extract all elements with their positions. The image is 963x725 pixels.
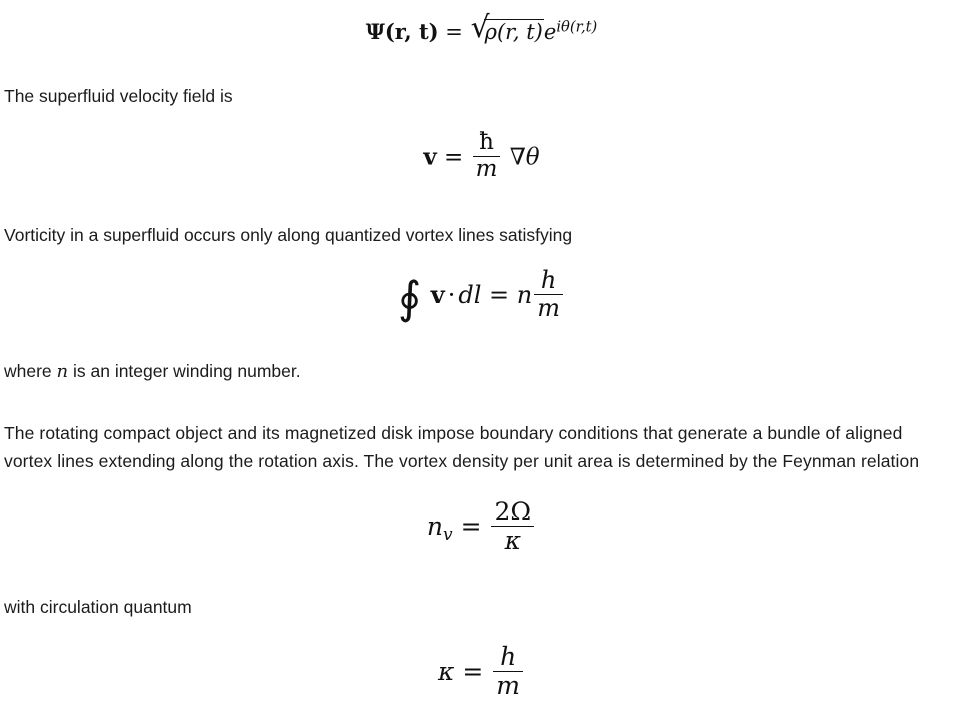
equation-feynman-equals: = xyxy=(460,511,482,541)
paragraph-superfluid-velocity-intro: The superfluid velocity field is xyxy=(4,85,233,106)
equation-circulation-quantum-equals: = xyxy=(462,656,484,686)
equation-feynman-denominator: κ xyxy=(491,526,534,555)
equation-feynman-numerator: 2Ω xyxy=(494,496,532,526)
paragraph-winding-number-pre: where xyxy=(4,360,57,381)
paragraph-vorticity: Vorticity in a superfluid occurs only along quantized vortex lines satisfying xyxy=(4,224,573,245)
equation-circulation-quantum-fraction xyxy=(493,643,523,700)
paragraph-winding-number xyxy=(0,357,963,386)
equation-circulation-numerator: h xyxy=(540,266,557,295)
equation-velocity-v: v xyxy=(423,143,437,171)
equation-wavefunction-psi: Ψ xyxy=(365,18,385,44)
paragraph-winding-number-post: is an integer winding number. xyxy=(68,360,301,381)
paragraph-circulation-quantum-intro: with circulation quantum xyxy=(4,596,192,617)
equation-circulation-quantum xyxy=(0,641,963,702)
equation-feynman-subscript: v xyxy=(443,524,453,545)
contour-integral-icon: ∮ xyxy=(397,272,422,324)
equation-velocity-denominator: m xyxy=(473,156,501,183)
equation-velocity-gradient: ∇ xyxy=(509,144,526,171)
equation-circulation xyxy=(0,266,963,324)
document-page xyxy=(0,18,963,725)
equation-velocity-numerator: ħ xyxy=(479,129,494,156)
equation-feynman-fraction xyxy=(491,498,534,555)
equation-velocity-theta: θ xyxy=(525,144,540,171)
equation-wavefunction-args: (r, t) xyxy=(384,18,439,44)
paragraph-winding-number-symbol: n xyxy=(56,360,69,382)
equation-circulation-dl: dl xyxy=(458,280,482,309)
equation-velocity xyxy=(0,129,963,185)
equation-circulation-fraction xyxy=(534,267,563,322)
equation-wavefunction-equals: = xyxy=(445,19,463,44)
equation-circulation-equals: = xyxy=(489,280,510,309)
equation-wavefunction-sqrt xyxy=(471,18,544,44)
equation-circulation-dot: · xyxy=(447,280,456,309)
equation-circulation-quantum-numerator: h xyxy=(500,641,517,671)
equation-feynman-relation xyxy=(0,496,963,557)
equation-circulation-quantum-denominator: m xyxy=(493,671,523,700)
equation-wavefunction-exp-power: iθ(r,t) xyxy=(556,18,598,36)
equation-velocity-equals: = xyxy=(444,144,464,171)
equation-wavefunction-sqrt-body: ρ(r, t) xyxy=(484,19,543,44)
paragraph-feynman-intro: The rotating compact object and its magnetized disk impose boundary conditions that generate a bundle of aligned vortex lines extending along the rotation axis. The vortex density per unit area is determined by the Feynman relation xyxy=(4,422,920,472)
equation-velocity-fraction xyxy=(473,130,501,183)
equation-circulation-denominator: m xyxy=(534,294,563,322)
equation-circulation-quantum-kappa: κ xyxy=(438,656,455,686)
equation-wavefunction-exp-base: e xyxy=(543,19,557,44)
equation-circulation-v: v xyxy=(430,279,445,309)
equation-feynman-n: n xyxy=(426,511,443,541)
equation-circulation-n: n xyxy=(516,280,533,309)
equation-wavefunction xyxy=(0,18,963,44)
